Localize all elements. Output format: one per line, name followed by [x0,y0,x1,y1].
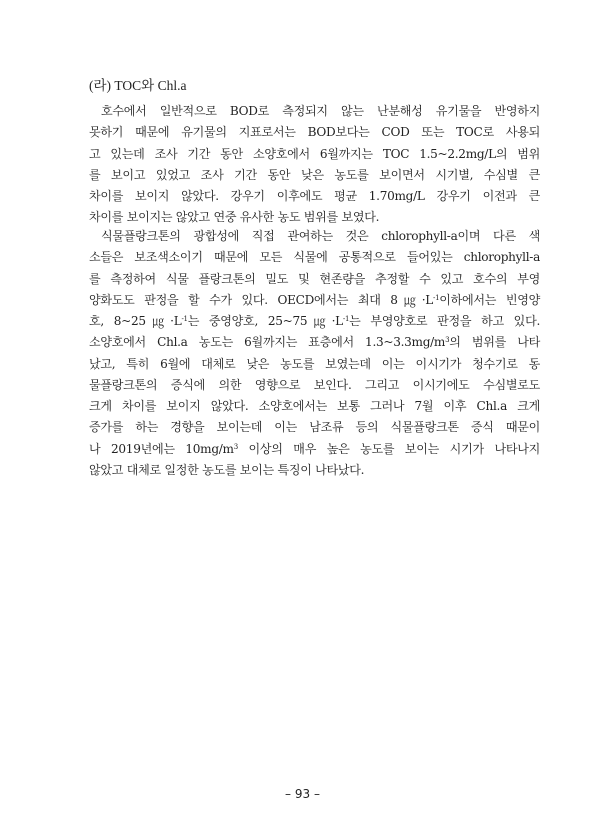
paragraph-line: 차이를 보이지 않았다. 강우기 이후에도 평균 1.70mg/L 강우기 이전과 큰 [89,189,540,203]
paragraph-line: 차이를 보이지는 않았고 연중 유사한 농도 범위를 보였다. [89,210,380,225]
text-segment: 의 범위를 나타 [449,335,540,350]
paragraph-line: 났고, 특히 6월에 대체로 낮은 농도를 보였는데 이는 이시기가 청수기로 동 [89,356,540,371]
paragraph-line: 를 보이고 있었고 조사 기간 동안 낮은 농도를 보이면서 시기별, 수심별 큰 [89,167,540,182]
paragraph-line: 않았고 대체로 일정한 농도를 보이는 특징이 나타났다. [89,462,365,477]
paragraph-line [89,290,540,311]
text-segment: 이하에서는 빈영양 [439,292,540,307]
superscript: 3 [445,336,450,345]
text-segment: 양화도도 판정을 할 수가 있다. OECD에서는 최대 8㎍·L [89,292,434,307]
paragraph-line: 물플랑크톤의 증식에 의한 영향으로 보인다. 그리고 이시기에도 수심별로도 [89,377,540,392]
paragraph-line [89,332,540,353]
text-segment: 는 중영양호, 25~75㎍·L [187,314,343,328]
paragraph-line [89,439,540,460]
paragraph-chla [89,226,540,481]
paragraph-line: 고 있는데 조사 기간 동안 소양호에서 6월까지는 TOC 1.5~2.2mg/L의 범위 [89,146,540,161]
paragraph-line [89,311,540,332]
superscript: -1 [433,293,440,302]
text-segment: 이상의 매우 높은 농도를 보이는 시기가 나타나지 [237,441,540,456]
paragraph-line: 식물플랑크톤의 광합성에 직접 관여하는 것은 chlorophyll-a이며 다른 색 [101,229,540,243]
paragraph-line: 증가를 하는 경향을 보이는데 이는 남조류 등의 식물플랑크톤 증식 때문이 [89,420,540,435]
text-segment: 호, 8~25㎍·L [89,314,182,328]
section-heading: (라) TOC와 Chl.a [89,78,187,93]
paragraph-line: 소들은 보조색소이기 때문에 모든 식물에 공통적으로 들어있는 chlorophyll-a [89,250,540,265]
superscript: -1 [342,315,350,323]
paragraph-toc [89,101,540,229]
text-segment: 소양호에서 Chl.a 농도는 6월까지는 표층에서 1.3~3.3mg/m [89,335,446,350]
paragraph-line: 크게 차이를 보이지 않았다. 소양호에서는 보통 그러나 7월 이후 Chl.a 크게 [89,399,540,413]
text-segment: 는 부영양호로 판정을 하고 있다. [349,314,540,328]
superscript: -1 [181,315,188,323]
page-number: – 93 – [285,787,320,801]
superscript: 3 [233,442,238,451]
paragraph-line: 를 측정하여 식물 플랑크톤의 밀도 및 현존량을 추정할 수 있고 호수의 부영 [89,271,540,286]
paragraph-line: 못하기 때문에 유기물의 지표로서는 BOD보다는 COD 또는 TOC로 사용되 [89,125,540,140]
text-segment: 나 2019년에는 10mg/m [89,441,234,456]
paragraph-line: 호수에서 일반적으로 BOD로 측정되지 않는 난분해성 유기물을 반영하지 [101,104,540,118]
